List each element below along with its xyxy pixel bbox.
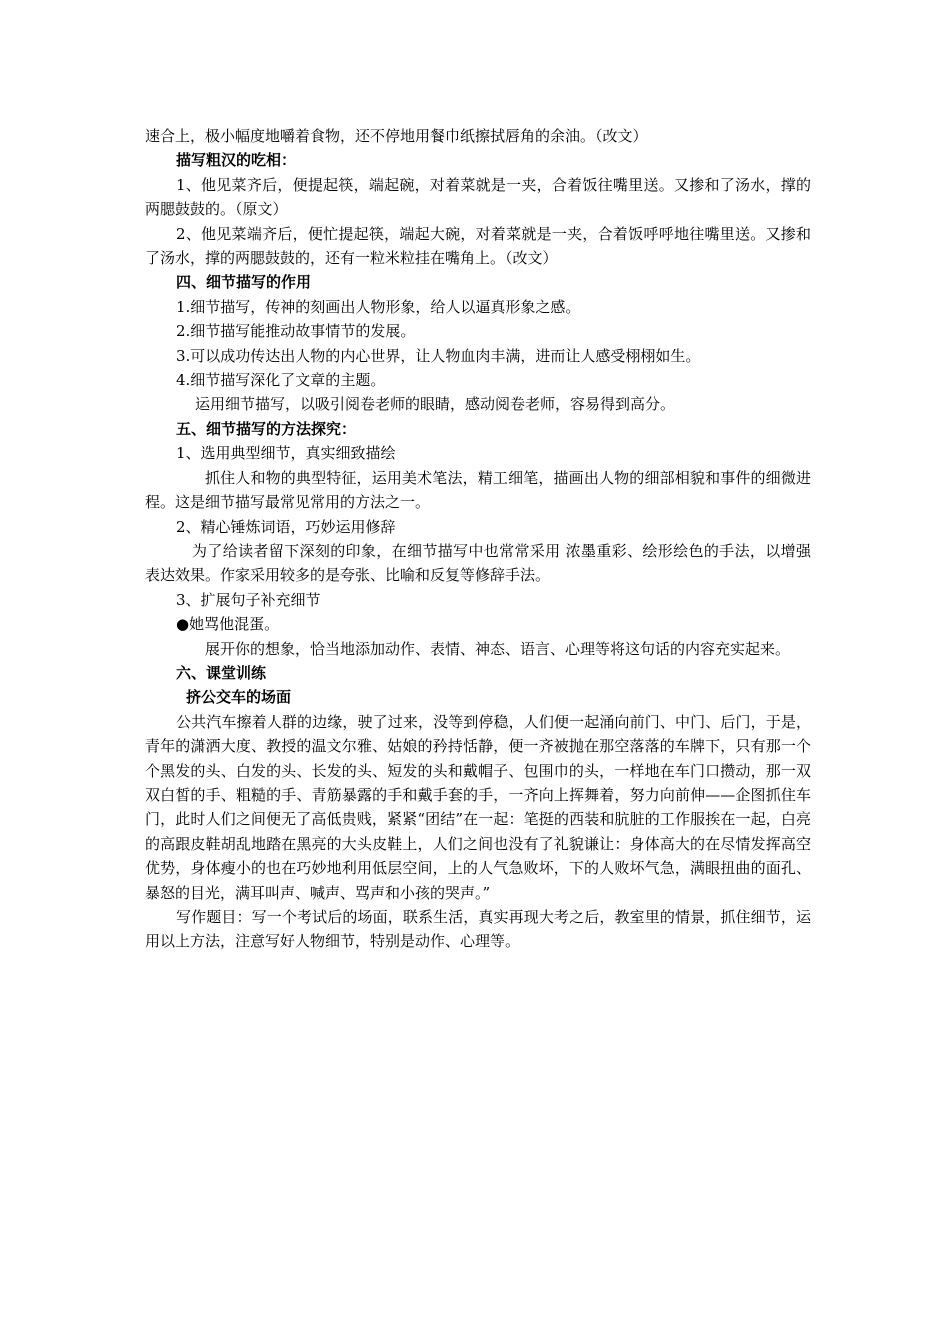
example-sentence: ●她骂他混蛋。 <box>176 615 280 634</box>
function-note: 运用细节描写，以吸引阅卷老师的眼睛，感动阅卷老师，容易得到高分。 <box>195 395 676 414</box>
section-heading-6: 六、课堂训练 <box>176 663 267 682</box>
section-heading-5: 五、细节描写的方法探究： <box>176 419 357 438</box>
method-2-paragraph: 为了给读者留下深刻的印象，在细节描写中也常常采用 浓墨重彩、绘形绘色的手法，以增强表达效果。作家采用较多的是夸张、比喻和反复等修辞手法。 <box>145 541 811 585</box>
document-page <box>145 124 811 954</box>
bus-scene-paragraph: 公共汽车擦着人群的边缘，驶了过来，没等到停稳，人们便一起涌向前门、中门、后门，于是，青年的潇洒大度、教授的温文尔雅、姑娘的矜持恬静，便一齐被抛在那空落落的车牌下，只有那一个个黑发的头、白发的头、长发的头、短发的头和戴帽子、包围巾的头，一样地在车门口攒动，那一双双白皙的手、粗糙的手、青筋暴露的手和戴手套的手，一齐向上挥舞着，努力向前伸——企图抓住车门，此时人们之间便无了高低贵贱，紧紧“团结”在一起：笔挺的西装和肮脏的工作服挨在一起，白亮的高跟皮鞋胡乱地踏在黑亮的大头皮鞋上，人们之间也没有了礼貌谦让：身体高大的在尽情发挥高空优势，身体瘦小的也在巧妙地利用低层空间，上的人气急败坏，下的人败坏气急，满眼扭曲的面孔、暴怒的目光，满耳叫声、喊声、骂声和小孩的哭声。” <box>145 712 811 902</box>
paragraph-rough-original: 1、他见菜齐后，便提起筷，端起碗，对着菜就是一夹，合着饭往嘴里送。又掺和了汤水，撑的两腮鼓鼓的。（原文） <box>145 175 811 219</box>
method-3-title: 3、扩展句子补充细节 <box>176 590 321 609</box>
subheading-rough-eating: 描写粗汉的吃相： <box>176 151 297 170</box>
method-3-paragraph: 展开你的想象，恰当地添加动作、表情、神态、语言、心理等将这句话的内容充实起来。 <box>205 639 791 658</box>
text-line: 速合上，极小幅度地嚼着食物，还不停地用餐巾纸擦拭唇角的余油。（改文） <box>145 127 648 145</box>
exercise-title: 挤公交车的场面 <box>186 688 292 707</box>
method-1-title: 1、选用典型细节，真实细致描绘 <box>176 444 396 463</box>
function-item-4: 4.细节描写深化了文章的主题。 <box>176 371 386 390</box>
method-2-title: 2、精心锤炼词语，巧妙运用修辞 <box>176 517 396 536</box>
function-item-2: 2.细节描写能推动故事情节的发展。 <box>176 322 416 341</box>
section-heading-4: 四、细节描写的作用 <box>176 273 312 292</box>
function-item-3: 3.可以成功传达出人物的内心世界，让人物血肉丰满，进而让人感受栩栩如生。 <box>176 346 701 365</box>
function-item-1: 1.细节描写，传神的刻画出人物形象，给人以逼真形象之感。 <box>176 297 581 316</box>
writing-task-paragraph: 写作题目：写一个考试后的场面，联系生活，真实再现大考之后，教室里的情景，抓住细节，运用以上方法，注意写好人物细节，特别是动作、心理等。 <box>145 908 811 951</box>
paragraph-rough-revised: 2、他见菜端齐后，便忙提起筷，端起大碗，对着菜就是一夹，合着饭呼呼地往嘴里送。又掺和了汤水，撑的两腮鼓鼓的，还有一粒米粒挂在嘴角上。（改文） <box>145 224 811 268</box>
method-1-paragraph: 抓住人和物的典型特征，运用美术笔法，精工细笔，描画出人物的细部相貌和事件的细微进程。这是细节描写最常见常用的方法之一。 <box>145 468 811 512</box>
